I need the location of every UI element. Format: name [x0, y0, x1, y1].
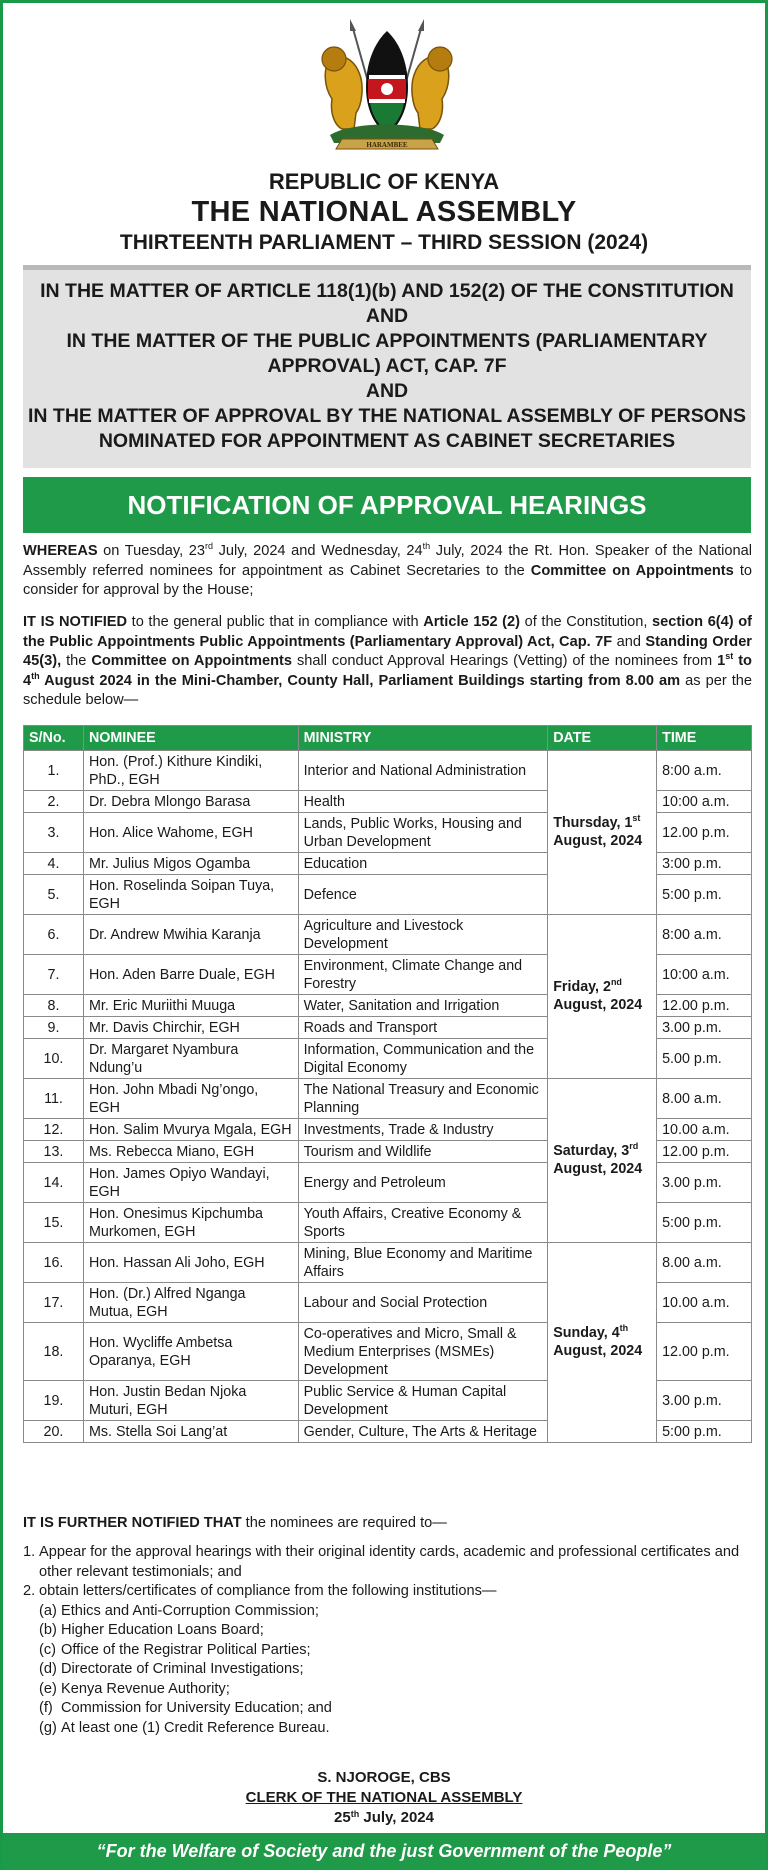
list-item: 1. Appear for the approval hearings with their original identity cards, academic and professional certificates and other relevant testimonials; and — [23, 1544, 740, 1580]
table-header-row — [24, 726, 752, 751]
table-row: 2. Dr. Debra Mlongo Barasa Health 10:00 a.m. — [24, 791, 752, 813]
matter-panel — [23, 270, 751, 468]
column-header: NOMINEE — [83, 726, 298, 751]
column-header: DATE — [548, 726, 657, 751]
list-item: (e) Kenya Revenue Authority; — [39, 1680, 230, 1697]
schedule-table — [23, 725, 752, 1443]
further-notified-line: IT IS FURTHER NOTIFIED THAT the nominees are required to— — [23, 1515, 447, 1531]
table-row: 11. Hon. John Mbadi Ng’ongo, EGH The National Treasury and Economic Planning Saturday, 3rd August, 2024 8.00 a.m. — [24, 1079, 752, 1119]
list-item: (g) At least one (1) Credit Reference Bureau. — [39, 1719, 330, 1736]
hearing-date: Saturday, 3rd August, 2024 — [548, 1079, 657, 1243]
matter-line: IN THE MATTER OF ARTICLE 118(1)(b) AND 152(2) OF THE CONSTITUTION — [40, 280, 734, 302]
table-row: 15. Hon. Onesimus Kipchumba Murkomen, EGH Youth Affairs, Creative Economy & Sports 5:00 p.m. — [24, 1203, 752, 1243]
table-row: 1. Hon. (Prof.) Kithure Kindiki, PhD., EGH Interior and National Administration Thursday, 1st August, 2024 8:00 a.m. — [24, 751, 752, 791]
table-row: 9. Mr. Davis Chirchir, EGH Roads and Transport 3.00 p.m. — [24, 1017, 752, 1039]
notification-title: NOTIFICATION OF APPROVAL HEARINGS — [23, 477, 751, 533]
table-row: 19. Hon. Justin Bedan Njoka Muturi, EGH Public Service & Human Capital Development 3.00 p.m. — [24, 1381, 752, 1421]
requirements-list — [23, 1543, 752, 1738]
matter-line: NOMINATED FOR APPOINTMENT AS CABINET SECRETARIES — [98, 430, 676, 452]
matter-line: AND — [365, 380, 409, 402]
table-row: 14. Hon. James Opiyo Wandayi, EGH Energy and Petroleum 3.00 p.m. — [24, 1163, 752, 1203]
column-header: MINISTRY — [298, 726, 548, 751]
list-item: (b) Higher Education Loans Board; — [39, 1622, 264, 1638]
column-header: S/No. — [24, 726, 84, 751]
table-row: 17. Hon. (Dr.) Alfred Nganga Mutua, EGH Labour and Social Protection 10.00 a.m. — [24, 1283, 752, 1323]
parliament-session-heading: THIRTEENTH PARLIAMENT – THIRD SESSION (2024) — [119, 231, 649, 254]
matter-line: AND — [365, 305, 409, 327]
table-row: 6. Dr. Andrew Mwihia Karanja Agriculture and Livestock Development Friday, 2nd August, 2024 8:00 a.m. — [24, 915, 752, 955]
assembly-heading: THE NATIONAL ASSEMBLY — [191, 196, 577, 228]
table-row: 8. Mr. Eric Muriithi Muuga Water, Sanitation and Irrigation 12.00 p.m. — [24, 995, 752, 1017]
list-item: (c) Office of the Registrar Political Parties; — [39, 1641, 311, 1658]
table-row: 5. Hon. Roselinda Soipan Tuya, EGH Defence 5:00 p.m. — [24, 875, 752, 915]
hearing-date: Sunday, 4th August, 2024 — [548, 1243, 657, 1443]
hearing-date: Friday, 2nd August, 2024 — [548, 915, 657, 1079]
whereas-paragraph: WHEREAS on Tuesday, 23rd July, 2024 and Wednesday, 24th July, 2024 the Rt. Hon. Speaker of the National Assembly referred nominees for appointment as Cabinet Secretaries to the Committee on Appointments to consider for approval by the House; — [23, 541, 753, 598]
matter-line: IN THE MATTER OF THE PUBLIC APPOINTMENTS (PARLIAMENTARY — [66, 330, 708, 352]
list-item: 2. obtain letters/certificates of compliance from the following institutions— — [23, 1583, 497, 1599]
signature-date: 25th July, 2024 — [334, 1809, 434, 1826]
crest-motto: HARAMBEE — [366, 141, 408, 149]
signatory-title: CLERK OF THE NATIONAL ASSEMBLY — [245, 1789, 523, 1806]
column-header: TIME — [657, 726, 752, 751]
list-item: (d) Directorate of Criminal Investigations; — [39, 1661, 304, 1677]
republic-heading: REPUBLIC OF KENYA — [268, 169, 500, 194]
table-row: 16. Hon. Hassan Ali Joho, EGH Mining, Blue Economy and Maritime Affairs Sunday, 4th August, 2024 8.00 a.m. — [24, 1243, 752, 1283]
table-row: 18. Hon. Wycliffe Ambetsa Oparanya, EGH Co-operatives and Micro, Small & Medium Enterprises (MSMEs) Development 12.00 p.m. — [24, 1323, 752, 1381]
table-row: 7. Hon. Aden Barre Duale, EGH Environment, Climate Change and Forestry 10:00 a.m. — [24, 955, 752, 995]
table-row: 20. Ms. Stella Soi Lang’at Gender, Culture, The Arts & Heritage 5:00 p.m. — [24, 1421, 752, 1443]
table-row: 3. Hon. Alice Wahome, EGH Lands, Public Works, Housing and Urban Development 12.00 p.m. — [24, 813, 752, 853]
notified-paragraph: IT IS NOTIFIED to the general public that in compliance with Article 152 (2) of the Constitution, section 6(4) of the Public Appointments Public Appointments (Parliamentary Approval) Act, Cap. 7F and Standing Order 45(3), the Committee on Appointments shall conduct Approval Hearings (Vetting) of the nominees from 1st to 4th August 2024 in the Mini-Chamber, County Hall, Parliament Buildings starting from 8.00 am as per the schedule below— — [23, 614, 753, 708]
list-item: (a) Ethics and Anti-Corruption Commission; — [39, 1602, 319, 1619]
hearing-date: Thursday, 1st August, 2024 — [548, 751, 657, 915]
table-row: 4. Mr. Julius Migos Ogamba Education 3:00 p.m. — [24, 853, 752, 875]
matter-line: IN THE MATTER OF APPROVAL BY THE NATIONAL ASSEMBLY OF PERSONS — [28, 405, 746, 427]
coat-of-arms-icon — [312, 17, 462, 157]
list-item: (f) Commission for University Education; and — [39, 1700, 332, 1716]
table-row: 13. Ms. Rebecca Miano, EGH Tourism and Wildlife 12.00 p.m. — [24, 1141, 752, 1163]
table-row: 10. Dr. Margaret Nyambura Ndung’u Information, Communication and the Digital Economy 5.00 p.m. — [24, 1039, 752, 1079]
table-row: 12. Hon. Salim Mvurya Mgala, EGH Investments, Trade & Industry 10.00 a.m. — [24, 1119, 752, 1141]
matter-line: APPROVAL) ACT, CAP. 7F — [267, 355, 507, 377]
footer-motto: “For the Welfare of Society and the just Government of the People” — [3, 1833, 765, 1870]
signatory-name: S. NJOROGE, CBS — [317, 1769, 451, 1786]
